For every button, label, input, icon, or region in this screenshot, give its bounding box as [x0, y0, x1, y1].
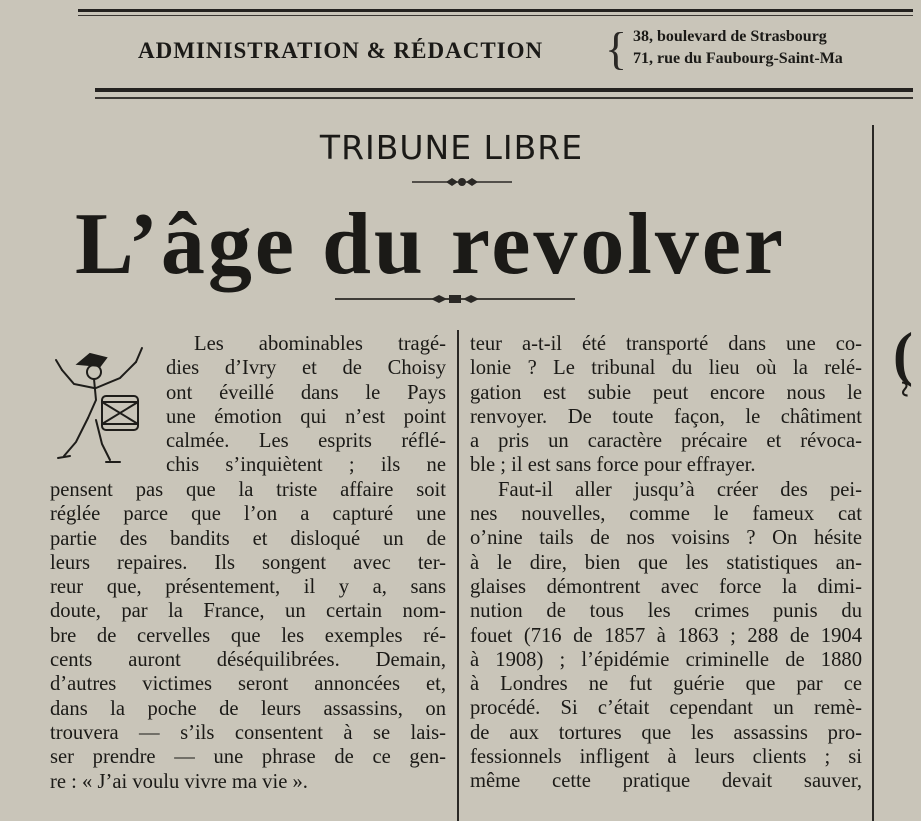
text-line: a pris un caractère précaire et révoca- [470, 430, 862, 453]
article-left-column [50, 478, 446, 794]
drummer-illustration [50, 340, 158, 472]
text-line: re : « J’ai voulu vivre ma vie ». [50, 770, 308, 793]
masthead-top-rule-thin [78, 15, 913, 16]
text-line: bre de cervelles que les exemples ré- [50, 624, 446, 647]
text-line: ser prendre — une phrase de ce gen- [50, 746, 446, 769]
text-line: à le dire, bien que les statistiques an- [470, 551, 862, 574]
text-line: même cette pratique devait sauver, [470, 770, 862, 793]
masthead-top-rule [78, 9, 913, 12]
text-line: leurs repaires. Ils songent avec ter- [50, 551, 446, 574]
text-line: teur a-t-il été transporté dans une co- [470, 333, 862, 355]
text-line: o’nine tails de nos voisins ? On hésite [470, 527, 862, 550]
article-headline: L’âge du revolver [75, 196, 786, 293]
text-line: partie des bandits et disloqué un de [50, 527, 446, 550]
ornament-divider-bottom [333, 292, 577, 306]
text-line: chis s’inquiètent ; ils ne [166, 454, 446, 477]
text-line: pensent pas que la triste affaire soit [50, 479, 446, 501]
address-brace: { [605, 23, 628, 74]
text-line: réglée parce que l’on a capturé une [50, 503, 446, 526]
text-line: ont éveillé dans le Pays [166, 381, 446, 404]
text-line: lonie ? Le tribunal du lieu où la relé- [470, 357, 862, 380]
text-line: renvoyer. De toute façon, le châtiment [470, 405, 862, 428]
article-right-column [470, 332, 862, 794]
text-line: fouet (716 de 1857 à 1863 ; 288 de 1904 [470, 624, 862, 647]
text-line: procédé. Si c’était cependant un remè- [470, 697, 862, 720]
text-line: de aux tortures que les assassins pro- [470, 721, 862, 744]
text-line: gation est subie peut encore nous le [470, 381, 862, 404]
text-line: ble ; il est sans force pour effrayer. [470, 454, 756, 477]
article-left-column-narrow [166, 332, 446, 478]
text-line: doute, par la France, un certain nom- [50, 600, 446, 623]
masthead-bottom-rule-thin [95, 97, 913, 99]
ornament-divider-top [410, 174, 514, 190]
text-line: une émotion qui n’est point [166, 405, 446, 428]
text-line: reur que, présentement, il y a, sans [50, 576, 446, 599]
text-line: nes nouvelles, comme le fameux cat [470, 503, 862, 526]
text-line: glaises démontrent avec force la dimi- [470, 575, 862, 598]
text-line: d’autres victimes seront annoncées et, [50, 673, 446, 696]
masthead-bottom-rule [95, 88, 913, 92]
section-heading: TRIBUNE LIBRE [319, 128, 584, 167]
text-line: nution de tous les crimes punis du [470, 600, 862, 623]
column-rule [457, 330, 459, 821]
text-line: calmée. Les esprits réflé- [166, 430, 446, 453]
text-line: fessionnels infligent à leurs clients ; si [470, 746, 862, 769]
text-line: dans la poche de leurs assassins, on [50, 697, 446, 720]
clipped-headline-fragment: ( [893, 321, 913, 387]
text-line: trouvera — s’ils consentent à se lais- [50, 721, 446, 744]
page-right-rule [872, 125, 874, 821]
masthead-address-1: 38, boulevard de Strasbourg [633, 28, 827, 45]
text-line: à Londres ne fut guérie que par ce [470, 673, 862, 696]
text-line: à 1908) ; l’épidémie criminelle de 1880 [470, 648, 862, 671]
text-line: cents auront déséquilibrées. Demain, [50, 649, 446, 672]
clipped-text-fragment: ~ [887, 381, 921, 397]
text-line: Faut-il aller jusqu’à créer des pei- [498, 478, 862, 501]
text-line: dies d’Ivry et de Choisy [166, 357, 446, 380]
masthead-admin-title: ADMINISTRATION & RÉDACTION [138, 38, 544, 63]
masthead-address-2: 71, rue du Faubourg-Saint-Ma [633, 50, 843, 67]
text-line: Les abominables tragé- [194, 333, 446, 355]
